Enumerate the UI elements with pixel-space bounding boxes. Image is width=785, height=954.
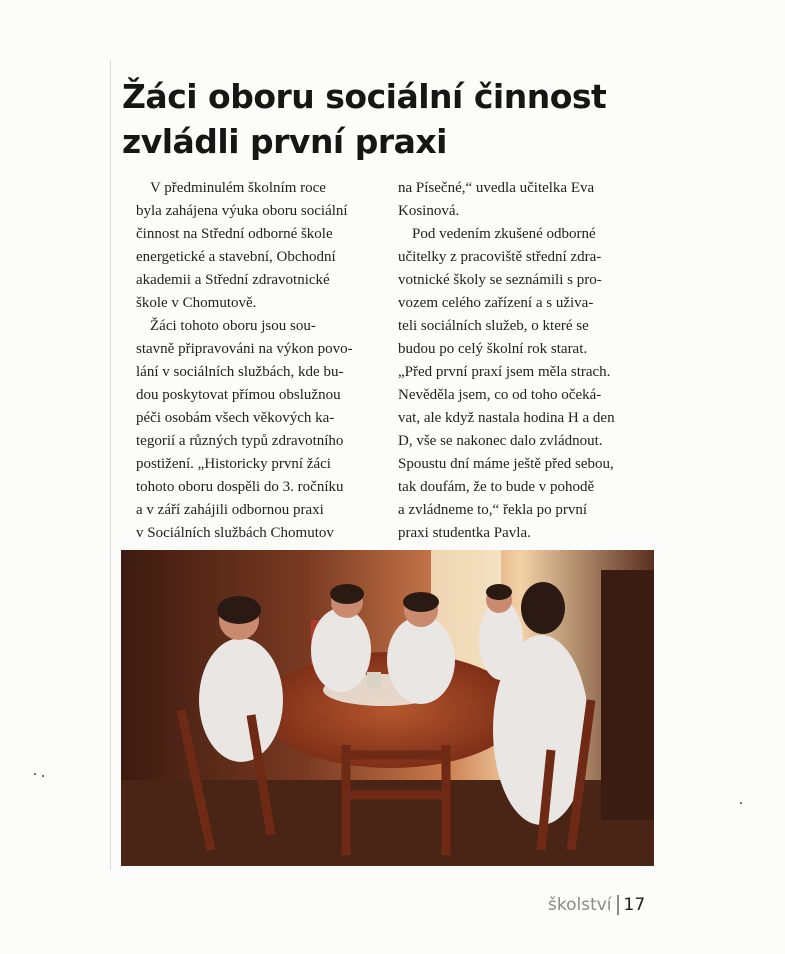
text-line: Spoustu dní máme ještě před sebou, bbox=[398, 456, 614, 472]
text-line: vozem celého zařízení a s uživa- bbox=[398, 295, 594, 311]
text-line: stavně připravováni na výkon povo- bbox=[136, 341, 353, 357]
text-line: energetické a stavební, Obchodní bbox=[136, 249, 336, 265]
text-line: budou po celý školní rok starat. bbox=[398, 341, 588, 357]
article-photo bbox=[121, 550, 654, 866]
headline-line-1: Žáci oboru sociální činnost bbox=[122, 77, 607, 116]
text-line: tak doufám, že to bude v pohodě bbox=[398, 479, 595, 495]
scan-speck bbox=[42, 775, 44, 777]
text-line: Kosinová. bbox=[398, 203, 460, 219]
text-line: D, vše se nakonec dalo zvládnout. bbox=[398, 433, 603, 449]
text-line: péči osobám všech věkových ka- bbox=[136, 410, 335, 426]
scan-speck bbox=[34, 773, 36, 775]
text-line: a v září zahájili odbornou praxi bbox=[136, 502, 324, 518]
text-line: lání v sociálních službách, kde bu- bbox=[136, 364, 344, 380]
text-column-right bbox=[398, 177, 642, 545]
scan-speck bbox=[740, 802, 742, 804]
page-edge bbox=[110, 60, 111, 870]
text-line: „Před první praxí jsem měla strach. bbox=[398, 364, 611, 380]
text-line: Pod vedením zkušené odborné bbox=[412, 226, 596, 242]
text-line: škole v Chomutově. bbox=[136, 295, 257, 311]
page-number: 17 bbox=[623, 895, 646, 915]
footer-divider bbox=[617, 895, 619, 915]
text-line: Žáci tohoto oboru jsou sou- bbox=[150, 318, 316, 334]
text-line: dou poskytovat přímou obslužnou bbox=[136, 387, 341, 403]
text-line: Nevěděla jsem, co od toho očeká- bbox=[398, 387, 602, 403]
text-line: učitelky z pracoviště střední zdra- bbox=[398, 249, 602, 265]
text-column-left bbox=[136, 177, 386, 545]
text-line: v Sociálních službách Chomutov bbox=[136, 525, 334, 541]
text-line: a zvládneme to,“ řekla po první bbox=[398, 502, 588, 518]
text-line: vat, ale když nastala hodina H a den bbox=[398, 410, 615, 426]
text-line: votnické školy se seznámili s pro- bbox=[398, 272, 602, 288]
text-line: V předminulém školním roce bbox=[150, 180, 326, 196]
text-line: tegorií a různých typů zdravotního bbox=[136, 433, 344, 449]
text-line: akademii a Střední zdravotnické bbox=[136, 272, 330, 288]
text-line: byla zahájena výuka oboru sociální bbox=[136, 203, 348, 219]
text-line: postižení. „Historicky první žáci bbox=[136, 456, 331, 472]
text-line: teli sociálních služeb, o které se bbox=[398, 318, 589, 334]
article-headline bbox=[122, 74, 682, 164]
text-line: praxi studentka Pavla. bbox=[398, 525, 531, 541]
text-line: činnost na Střední odborné škole bbox=[136, 226, 333, 242]
page-footer bbox=[548, 895, 645, 915]
section-name: školství bbox=[548, 895, 612, 915]
photo-illustration bbox=[121, 550, 654, 866]
headline-line-2: zvládli první praxi bbox=[122, 122, 447, 161]
text-line: na Písečné,“ uvedla učitelka Eva bbox=[398, 180, 595, 196]
text-line: tohoto oboru dospěli do 3. ročníku bbox=[136, 479, 344, 495]
